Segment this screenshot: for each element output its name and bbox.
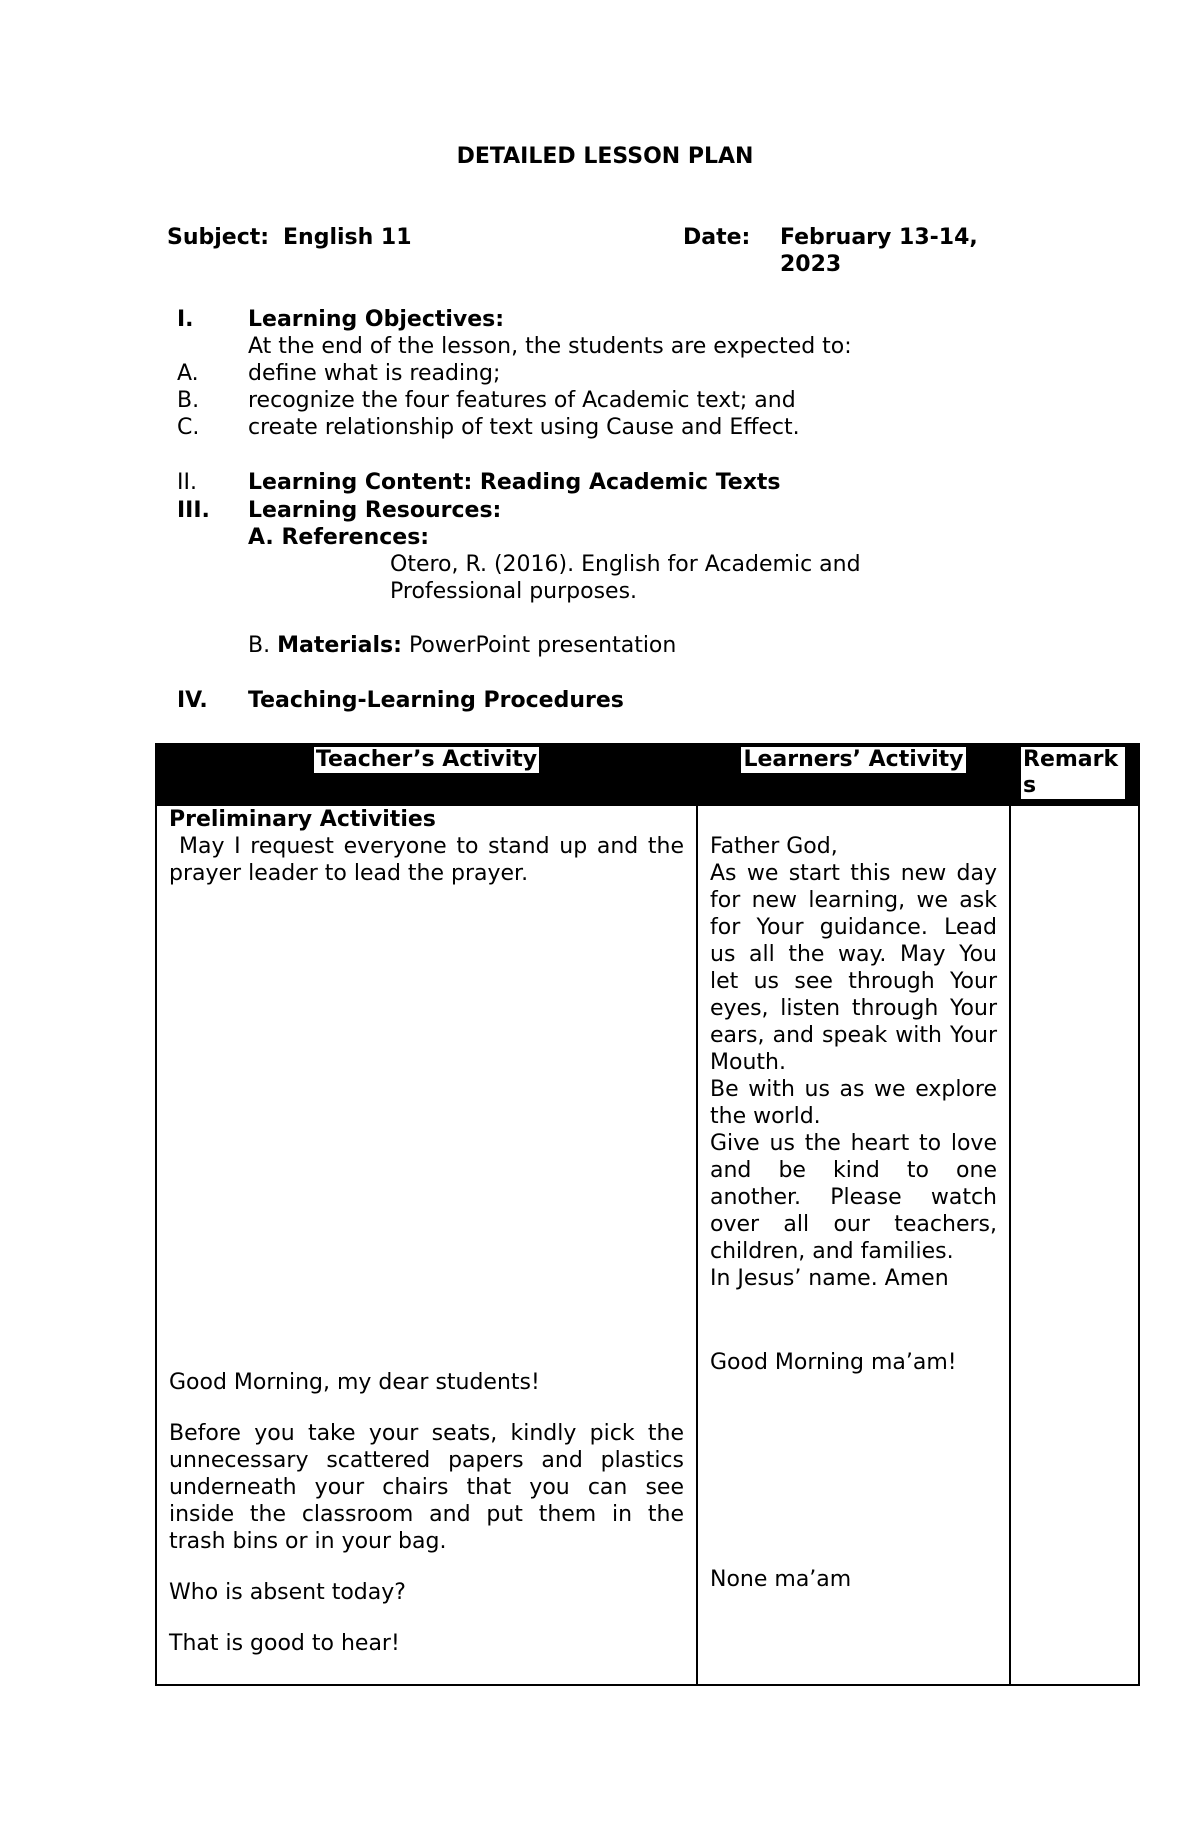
prayer-line: Be with us as we explore the world. xyxy=(710,1077,997,1129)
section-number: II. xyxy=(177,470,197,495)
prayer-request: May I request everyone to stand up and the prayer leader to lead the prayer. xyxy=(169,834,684,886)
objective-letter: A. xyxy=(177,361,199,386)
subject-value: English 11 xyxy=(283,225,412,250)
date-value: February 13-14, 2023 xyxy=(780,225,978,277)
objectives-intro: At the end of the lesson, the students are expected to: xyxy=(248,334,852,359)
teacher-greeting: Good Morning, my dear students! xyxy=(169,1370,540,1395)
objective-item: recognize the four features of Academic text; and xyxy=(248,388,796,413)
learner-greeting-reply: Good Morning ma’am! xyxy=(710,1350,957,1375)
section-heading-objectives: Learning Objectives: xyxy=(248,307,505,332)
objective-item: define what is reading; xyxy=(248,361,501,386)
section-number: IV. xyxy=(177,688,208,713)
procedures-table xyxy=(155,743,1140,1686)
prayer-line: In Jesus’ name. Amen xyxy=(710,1266,949,1291)
reference-text: Otero, R. (2016). English for Academic and xyxy=(390,552,861,577)
objective-letter: C. xyxy=(177,415,200,440)
materials-letter: B. xyxy=(248,633,271,658)
page-title: DETAILED LESSON PLAN xyxy=(456,144,754,169)
section-number: III. xyxy=(177,498,210,523)
objective-item: create relationship of text using Cause and Effect. xyxy=(248,415,800,440)
materials-value: PowerPoint presentation xyxy=(408,633,677,658)
header-teacher-activity: Teacher’s Activity xyxy=(156,744,697,805)
absent-reply: None ma’am xyxy=(710,1567,852,1592)
section-heading-resources: Learning Resources: xyxy=(248,498,502,523)
date-label: Date: xyxy=(683,225,751,250)
materials-line xyxy=(248,632,676,659)
learners-activity-cell xyxy=(697,805,1010,1685)
section-heading-procedures: Teaching-Learning Procedures xyxy=(248,688,624,713)
good-to-hear: That is good to hear! xyxy=(169,1631,400,1656)
section-number: I. xyxy=(177,307,194,332)
cleanup-instruction: Before you take your seats, kindly pick the unnecessary scattered papers and plastics underneath your chairs that you can see inside the classroom and put them in the trash bins or in your bag. xyxy=(169,1421,684,1554)
reference-text: Professional purposes. xyxy=(390,579,638,604)
section-heading-content: Learning Content: Reading Academic Texts xyxy=(248,470,781,495)
references-heading: A. References: xyxy=(248,525,430,550)
prayer-line: As we start this new day for new learning, we ask for Your guidance. Lead us all the way. May You let us see through Your eyes, listen through Your ears, and speak with Your Mouth. xyxy=(710,861,997,1075)
objective-letter: B. xyxy=(177,388,200,413)
materials-label: Materials: xyxy=(277,633,402,658)
preliminary-activities-heading: Preliminary Activities xyxy=(169,807,436,832)
prayer-line: Give us the heart to love and be kind to one another. Please watch over all our teachers, children, and families. xyxy=(710,1131,997,1264)
subject-label: Subject: xyxy=(167,225,270,250)
absent-question: Who is absent today? xyxy=(169,1580,406,1605)
header-remarks: Remarks xyxy=(1010,744,1139,805)
teacher-activity-cell xyxy=(156,805,697,1685)
remarks-cell xyxy=(1010,805,1139,1685)
header-learners-activity: Learners’ Activity xyxy=(697,744,1010,805)
prayer-line: Father God, xyxy=(710,834,838,859)
